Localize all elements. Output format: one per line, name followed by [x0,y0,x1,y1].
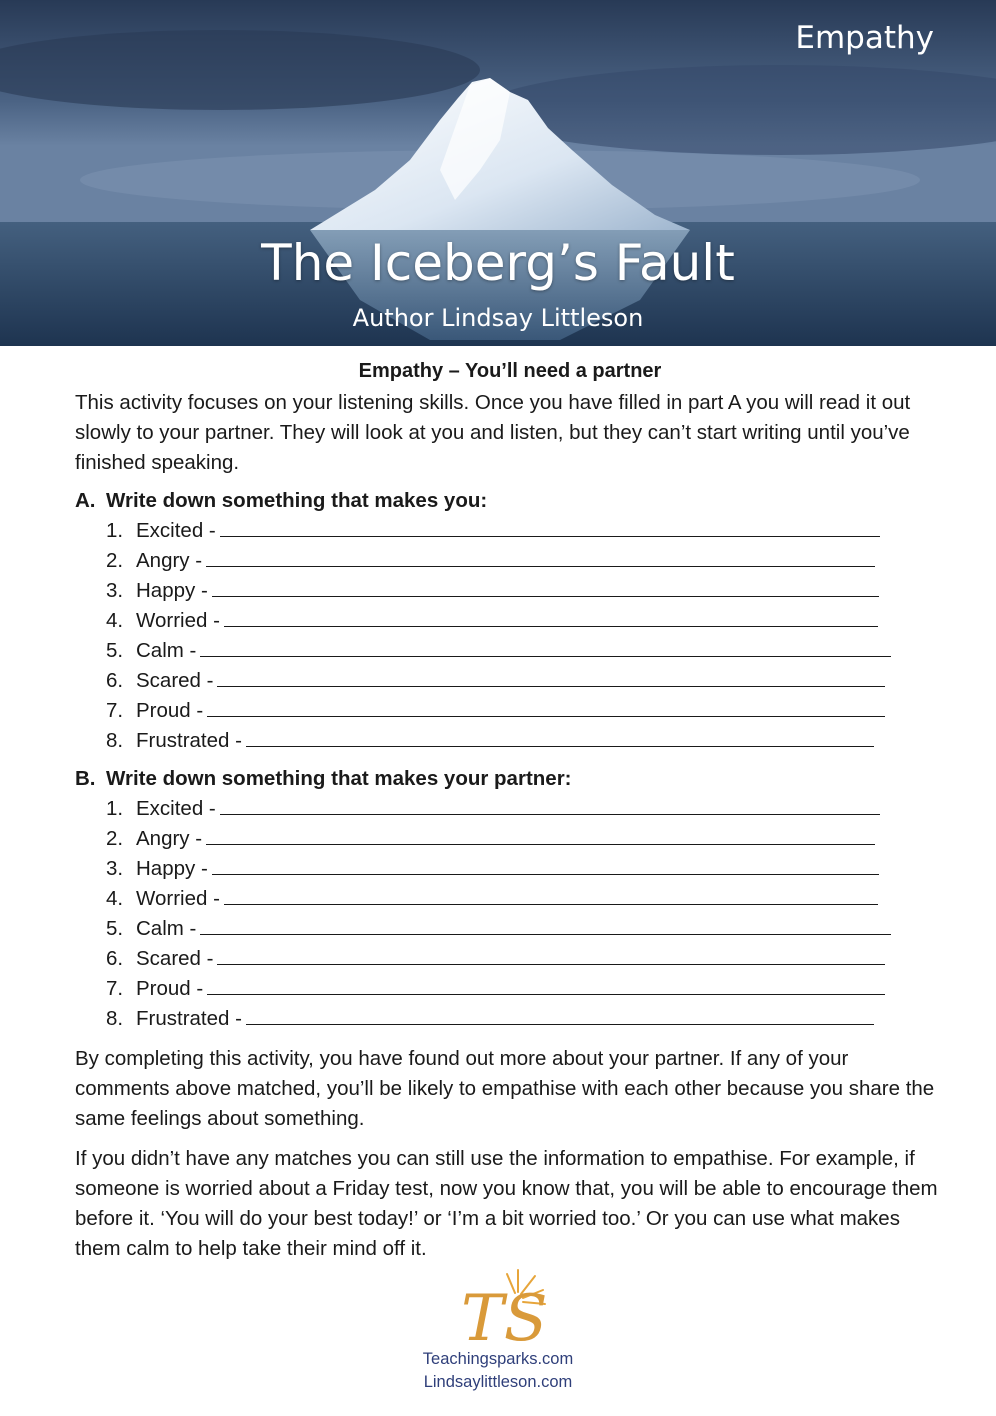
answer-line[interactable] [207,696,885,717]
answer-line[interactable] [207,974,885,995]
answer-line[interactable] [217,666,885,687]
answer-line[interactable] [200,914,891,935]
item-label: Worried - [136,887,220,910]
topic-tag: Empathy [795,20,934,56]
answer-line[interactable] [224,606,878,627]
item-label: Scared - [136,947,214,970]
answer-line[interactable] [220,516,880,537]
header-banner [0,0,996,346]
list-item [106,546,945,576]
item-number: 1. [106,797,124,820]
answer-line[interactable] [224,884,878,905]
item-label: Frustrated - [136,1007,242,1030]
logo-text: TS [461,1282,548,1348]
list-item [106,944,945,974]
item-label: Scared - [136,669,214,692]
item-number: 1. [106,519,124,542]
item-number: 5. [106,917,124,940]
list-item [106,516,945,546]
teachingsparks-logo-icon [443,1264,553,1348]
list-item [106,914,945,944]
section-a-title [75,486,945,516]
item-number: 8. [106,1007,124,1030]
list-item [106,974,945,1004]
list-item [106,636,945,666]
item-label: Proud - [136,699,204,722]
answer-line[interactable] [246,726,874,747]
item-label: Proud - [136,977,204,1000]
item-label: Frustrated - [136,729,242,752]
section-b-title [75,764,945,794]
list-item [106,726,945,756]
answer-line[interactable] [200,636,891,657]
item-number: 7. [106,977,124,1000]
list-item [106,606,945,636]
list-item [106,794,945,824]
item-number: 4. [106,609,124,632]
footer-logo [0,1264,996,1394]
answer-line[interactable] [220,794,880,815]
item-label: Excited - [136,797,216,820]
teachingsparks-link[interactable]: Teachingsparks.com [422,1350,574,1368]
section-a-heading: Write down something that makes you: [106,489,488,512]
worksheet-body [75,356,945,1264]
closing-paragraph-1: By completing this activity, you have found out more about your partner. If any of your comments above matched, you’ll be likely to empathise with each other because you share the same feelings about something. [75,1047,935,1130]
section-a-letter: A. [75,489,96,512]
item-number: 2. [106,549,124,572]
item-label: Happy - [136,579,208,602]
answer-line[interactable] [206,546,875,567]
book-title: The Iceberg’s Fault [261,234,735,292]
item-label: Angry - [136,827,203,850]
list-item [106,824,945,854]
item-label: Calm - [136,917,197,940]
answer-line[interactable] [206,824,875,845]
item-number: 3. [106,579,124,602]
item-number: 7. [106,699,124,722]
item-label: Angry - [136,549,203,572]
answer-line[interactable] [212,576,879,597]
answer-line[interactable] [217,944,885,965]
author-line: Author Lindsay Littleson [352,304,644,332]
activity-intro: This activity focuses on your listening skills. Once you have filled in part A you will read it out slowly to your partner. They will look at you and listen, but they can’t start writing until you’ve finished speaking. [75,391,911,474]
list-item [106,1004,945,1034]
item-number: 3. [106,857,124,880]
item-number: 8. [106,729,124,752]
section-b-list [75,794,945,1034]
item-label: Happy - [136,857,208,880]
answer-line[interactable] [212,854,879,875]
lindsaylittleson-link[interactable]: Lindsaylittleson.com [423,1373,573,1391]
item-label: Excited - [136,519,216,542]
item-label: Worried - [136,609,220,632]
item-number: 4. [106,887,124,910]
list-item [106,576,945,606]
list-item [106,854,945,884]
closing-paragraph-2: If you didn’t have any matches you can still use the information to empathise. For example, if someone is worried about a Friday test, now you know that, you will be able to encourage them before it. ‘You will do your best today!’ or ‘I’m a bit worried too.’ Or you can use what makes them calm to help take their mind off it. [75,1147,938,1260]
item-number: 6. [106,947,124,970]
activity-heading: Empathy – You’ll need a partner [358,360,662,382]
list-item [106,884,945,914]
item-label: Calm - [136,639,197,662]
item-number: 2. [106,827,124,850]
list-item [106,696,945,726]
section-b-heading: Write down something that makes your partner: [106,767,572,790]
answer-line[interactable] [246,1004,874,1025]
section-b-letter: B. [75,767,96,790]
section-a-list [75,516,945,756]
item-number: 5. [106,639,124,662]
list-item [106,666,945,696]
item-number: 6. [106,669,124,692]
